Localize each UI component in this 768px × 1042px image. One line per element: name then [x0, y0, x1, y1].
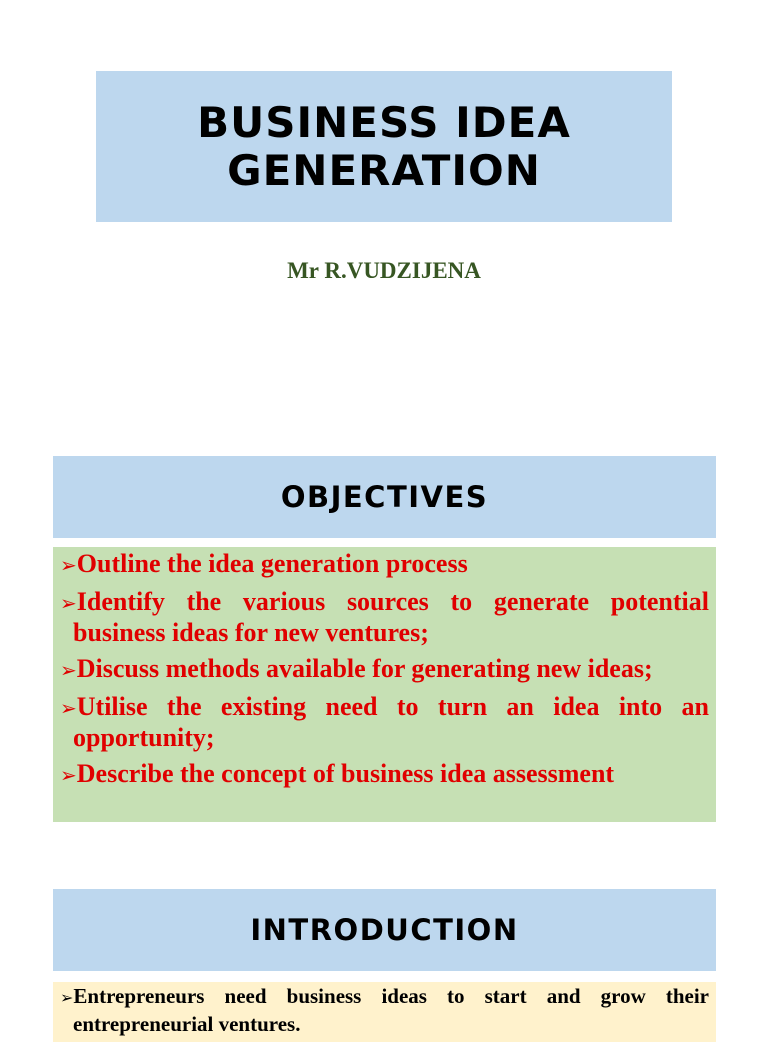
- arrow-bullet-icon: ➢: [60, 988, 74, 1007]
- objective-text: Identify the various sources to generate potential business ideas for new ventures;: [73, 587, 709, 647]
- objective-text: Outline the idea generation process: [76, 549, 468, 578]
- author-name: Mr R.VUDZIJENA: [287, 258, 481, 283]
- title-line-1: BUSINESS IDEA: [197, 97, 571, 147]
- introduction-text: Entrepreneurs need business ideas to start and grow their entrepreneurial ventures.: [73, 984, 709, 1036]
- objective-text: Utilise the existing need to turn an idea into an opportunity;: [73, 692, 709, 752]
- objectives-heading-banner: [53, 456, 716, 538]
- arrow-bullet-icon: ➢: [60, 553, 77, 577]
- objective-text: Discuss methods available for generating new ideas;: [76, 654, 653, 683]
- objective-item: [60, 587, 709, 647]
- objectives-heading: OBJECTIVES: [280, 480, 489, 514]
- title-line-2: GENERATION: [227, 145, 541, 195]
- arrow-bullet-icon: ➢: [60, 696, 77, 720]
- title-banner: [96, 71, 672, 222]
- arrow-bullet-icon: ➢: [60, 763, 77, 787]
- arrow-bullet-icon: ➢: [60, 591, 77, 615]
- objective-item: [60, 549, 709, 580]
- introduction-item: [60, 983, 709, 1037]
- objectives-list: [53, 547, 716, 822]
- introduction-list: [53, 982, 716, 1042]
- introduction-heading: INTRODUCTION: [250, 913, 519, 947]
- objective-item: [60, 654, 709, 685]
- objective-text: Describe the concept of business idea assessment: [76, 759, 615, 788]
- objective-item: [60, 759, 709, 790]
- arrow-bullet-icon: ➢: [60, 658, 77, 682]
- introduction-heading-banner: [53, 889, 716, 971]
- objective-item: [60, 692, 709, 752]
